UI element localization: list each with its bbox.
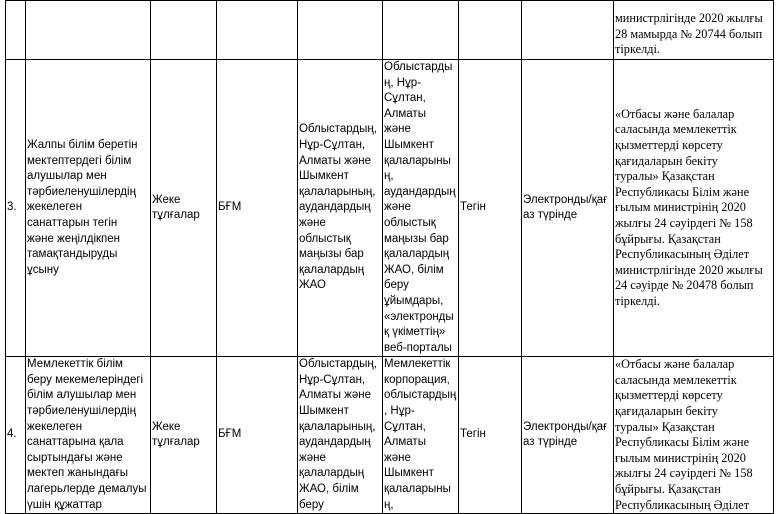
cell-regulation: «Отбасы және балалар саласында мемлекеттік қызметтерді көрсету қағидаларын бекіту туралы» Қазақстан Республикасы Білім және ғылым министрінің 2020 жылғы 24 сәуірдегі № 158 бұйрығы. Қазақстан Республикасының Әділет [614, 357, 774, 514]
cell-regulation: «Отбасы және балалар саласында мемлекеттік қызметтерді көрсету қағидаларын бекіту туралы» Қазақстан Республикасы Білім және ғылым министрінің 2020 жылғы 24 сәуірдегі № 158 бұйрығы. Қазақстан Республикасының Әділет министрлігінде 2020 жылғы 24 сәуірде № 20478 болып тіркелді. [614, 60, 774, 357]
cell-recipients: Жеке тұлғалар [151, 357, 217, 514]
cell-issuance: Облыстарды ң, Нұр- Сұлтан, Алматы және Шымкент қалаларыны ң, аудандардың және облыстық маңызы бар қалалардың ЖАО, білім беру ұйымдары, «электронды қ үкіметтің» веб-порталы [383, 60, 459, 357]
public-services-table [5, 0, 774, 514]
cell-provider: БҒМ [217, 357, 298, 514]
cell-provider: БҒМ [217, 60, 298, 357]
table-row [6, 60, 774, 357]
cell-acceptance: Облыстардың, Нұр-Сұлтан, Алматы және Шымкент қалаларының, аудандардың және қалалардың ЖАО, білім беру [298, 357, 383, 514]
cell-fee: Тегін [459, 357, 522, 514]
cell-form: Электронды/қағ аз түрінде [522, 60, 614, 357]
cell-form [522, 1, 614, 60]
cell-acceptance [298, 1, 383, 60]
services-table-fragment [5, 0, 774, 514]
cell-regulation: министрлігінде 2020 жылғы 28 мамырда № 20744 болып тіркелді. [614, 1, 774, 60]
cell-number: 4. [6, 357, 26, 514]
cell-issuance: Мемлекеттік корпорация, облыстардың , Нұр- Сұлтан, Алматы және Шымкент қалаларыны ң, [383, 357, 459, 514]
cell-acceptance: Облыстардың, Нұр-Сұлтан, Алматы және Шымкент қалаларының, аудандардың және облыстық маңызы бар қалалардың ЖАО [298, 60, 383, 357]
cell-number [6, 1, 26, 60]
cell-fee: Тегін [459, 60, 522, 357]
cell-service-name [26, 1, 151, 60]
cell-recipients [151, 1, 217, 60]
cell-provider [217, 1, 298, 60]
cell-service-name: Жалпы білім беретін мектептердегі білім алушылар мен тәрбиеленушілердің жекелеген санаттарын тегін және жеңілдікпен тамақтандыруды ұсыну [26, 60, 151, 357]
cell-issuance [383, 1, 459, 60]
cell-form: Электронды/қағ аз түрінде [522, 357, 614, 514]
cell-service-name: Мемлекеттік білім беру мекемелеріндегі білім алушылар мен тәрбиеленушілердің жекелеген санаттарына қала сыртындағы және мектеп жанындағы лагерьлерде демалуы үшін құжаттар [26, 357, 151, 514]
table-row-continued [6, 1, 774, 60]
table-row [6, 357, 774, 514]
cell-recipients: Жеке тұлғалар [151, 60, 217, 357]
cell-fee [459, 1, 522, 60]
cell-number: 3. [6, 60, 26, 357]
